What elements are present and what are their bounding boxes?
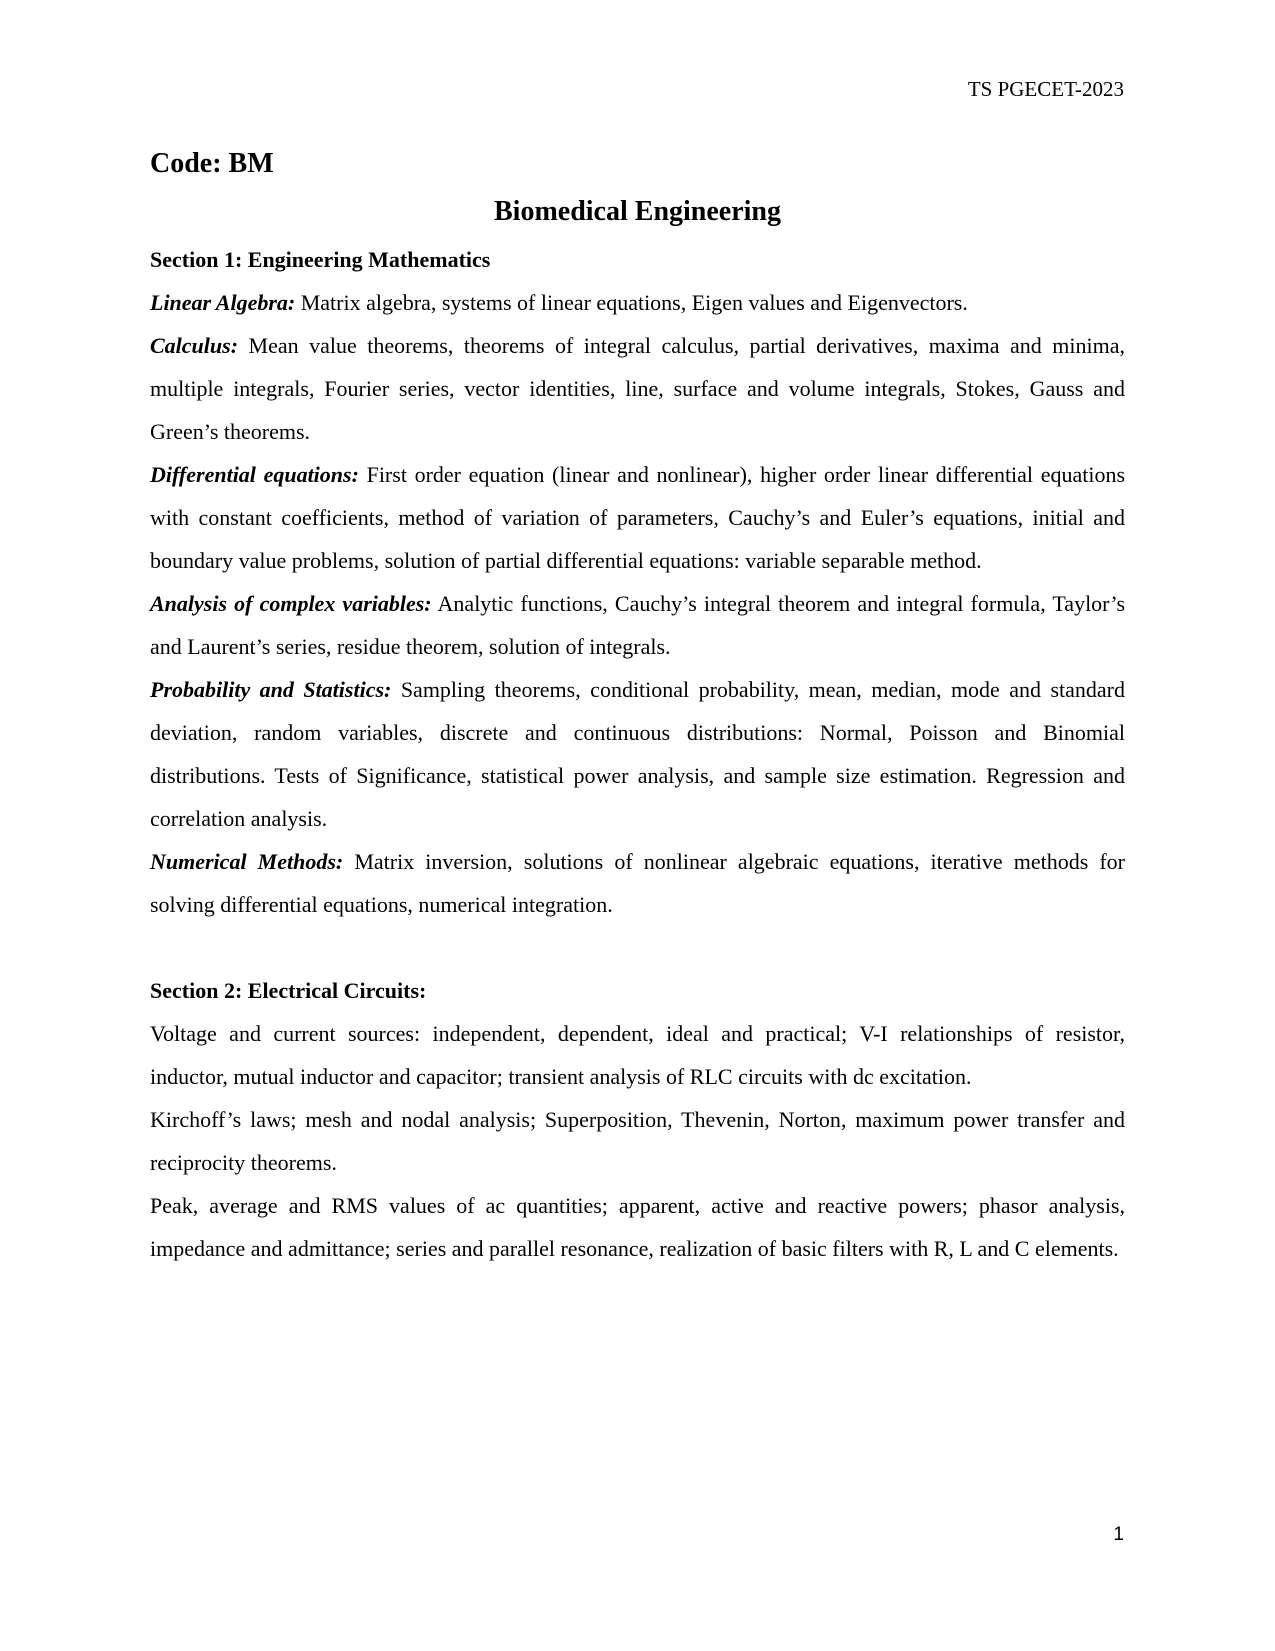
section-2-paragraph: Voltage and current sources: independent, dependent, ideal and practical; V-I relationships of resistor, inductor, mutual inductor and capacitor; transient analysis of RLC circuits with dc excitation. bbox=[150, 1021, 1125, 1089]
topic-label: Calculus: bbox=[150, 333, 239, 358]
topic-paragraph-differential-equations bbox=[150, 453, 1125, 582]
topic-label: Analysis of complex variables: bbox=[150, 591, 432, 616]
topic-paragraph-complex-variables bbox=[150, 582, 1125, 668]
running-header: TS PGECET-2023 bbox=[967, 77, 1124, 101]
topic-text: Sampling theorems, conditional probability, mean, median, mode and standard deviation, random variables, discrete and continuous distributions: Normal, Poisson and Binomial distributions. Tests of Significance, statistical power analysis, and sample size estimation. Regression and correlation analysis. bbox=[150, 677, 1126, 831]
topic-paragraph-numerical-methods bbox=[150, 840, 1125, 926]
topic-label: Probability and Statistics: bbox=[150, 677, 392, 702]
topic-text: Mean value theorems, theorems of integral calculus, partial derivatives, maxima and minima, multiple integrals, Fourier series, vector identities, line, surface and volume integrals, Stokes, Gauss and Green’s theorems. bbox=[150, 333, 1125, 444]
topic-label: Linear Algebra: bbox=[150, 290, 296, 315]
topic-paragraph-calculus bbox=[150, 324, 1125, 453]
section-spacer bbox=[150, 926, 1125, 969]
page-content bbox=[150, 146, 1125, 1270]
topic-text: Matrix algebra, systems of linear equations, Eigen values and Eigenvectors. bbox=[300, 290, 968, 315]
topic-text: Analytic functions, Cauchy’s integral theorem and integral formula, Taylor’s and Laurent’s series, residue theorem, solution of integrals. bbox=[150, 591, 1125, 659]
section-2-paragraph: Peak, average and RMS values of ac quantities; apparent, active and reactive powers; phasor analysis, impedance and admittance; series and parallel resonance, realization of basic filters with R, L and C elements. bbox=[150, 1193, 1125, 1261]
section-2-paragraph: Kirchoff’s laws; mesh and nodal analysis; Superposition, Thevenin, Norton, maximum power transfer and reciprocity theorems. bbox=[150, 1107, 1125, 1175]
topic-label: Numerical Methods: bbox=[150, 849, 344, 874]
topic-text: Matrix inversion, solutions of nonlinear algebraic equations, iterative methods for solving differential equations, numerical integration. bbox=[150, 849, 1126, 917]
page-number: 1 bbox=[1113, 1524, 1124, 1545]
section-2-heading: Section 2: Electrical Circuits: bbox=[150, 978, 427, 1003]
topic-paragraph-linear-algebra bbox=[150, 281, 1125, 324]
topic-text: First order equation (linear and nonlinear), higher order linear differential equations with constant coefficients, method of variation of parameters, Cauchy’s and Euler’s equations, initial and boundary value problems, solution of partial differential equations: variable separable method. bbox=[150, 462, 1126, 573]
topic-paragraph-probability-statistics bbox=[150, 668, 1125, 840]
document-title: Biomedical Engineering bbox=[494, 196, 781, 227]
topic-label: Differential equations: bbox=[150, 462, 359, 487]
subject-code: Code: BM bbox=[150, 148, 274, 179]
section-1-heading: Section 1: Engineering Mathematics bbox=[150, 247, 491, 272]
